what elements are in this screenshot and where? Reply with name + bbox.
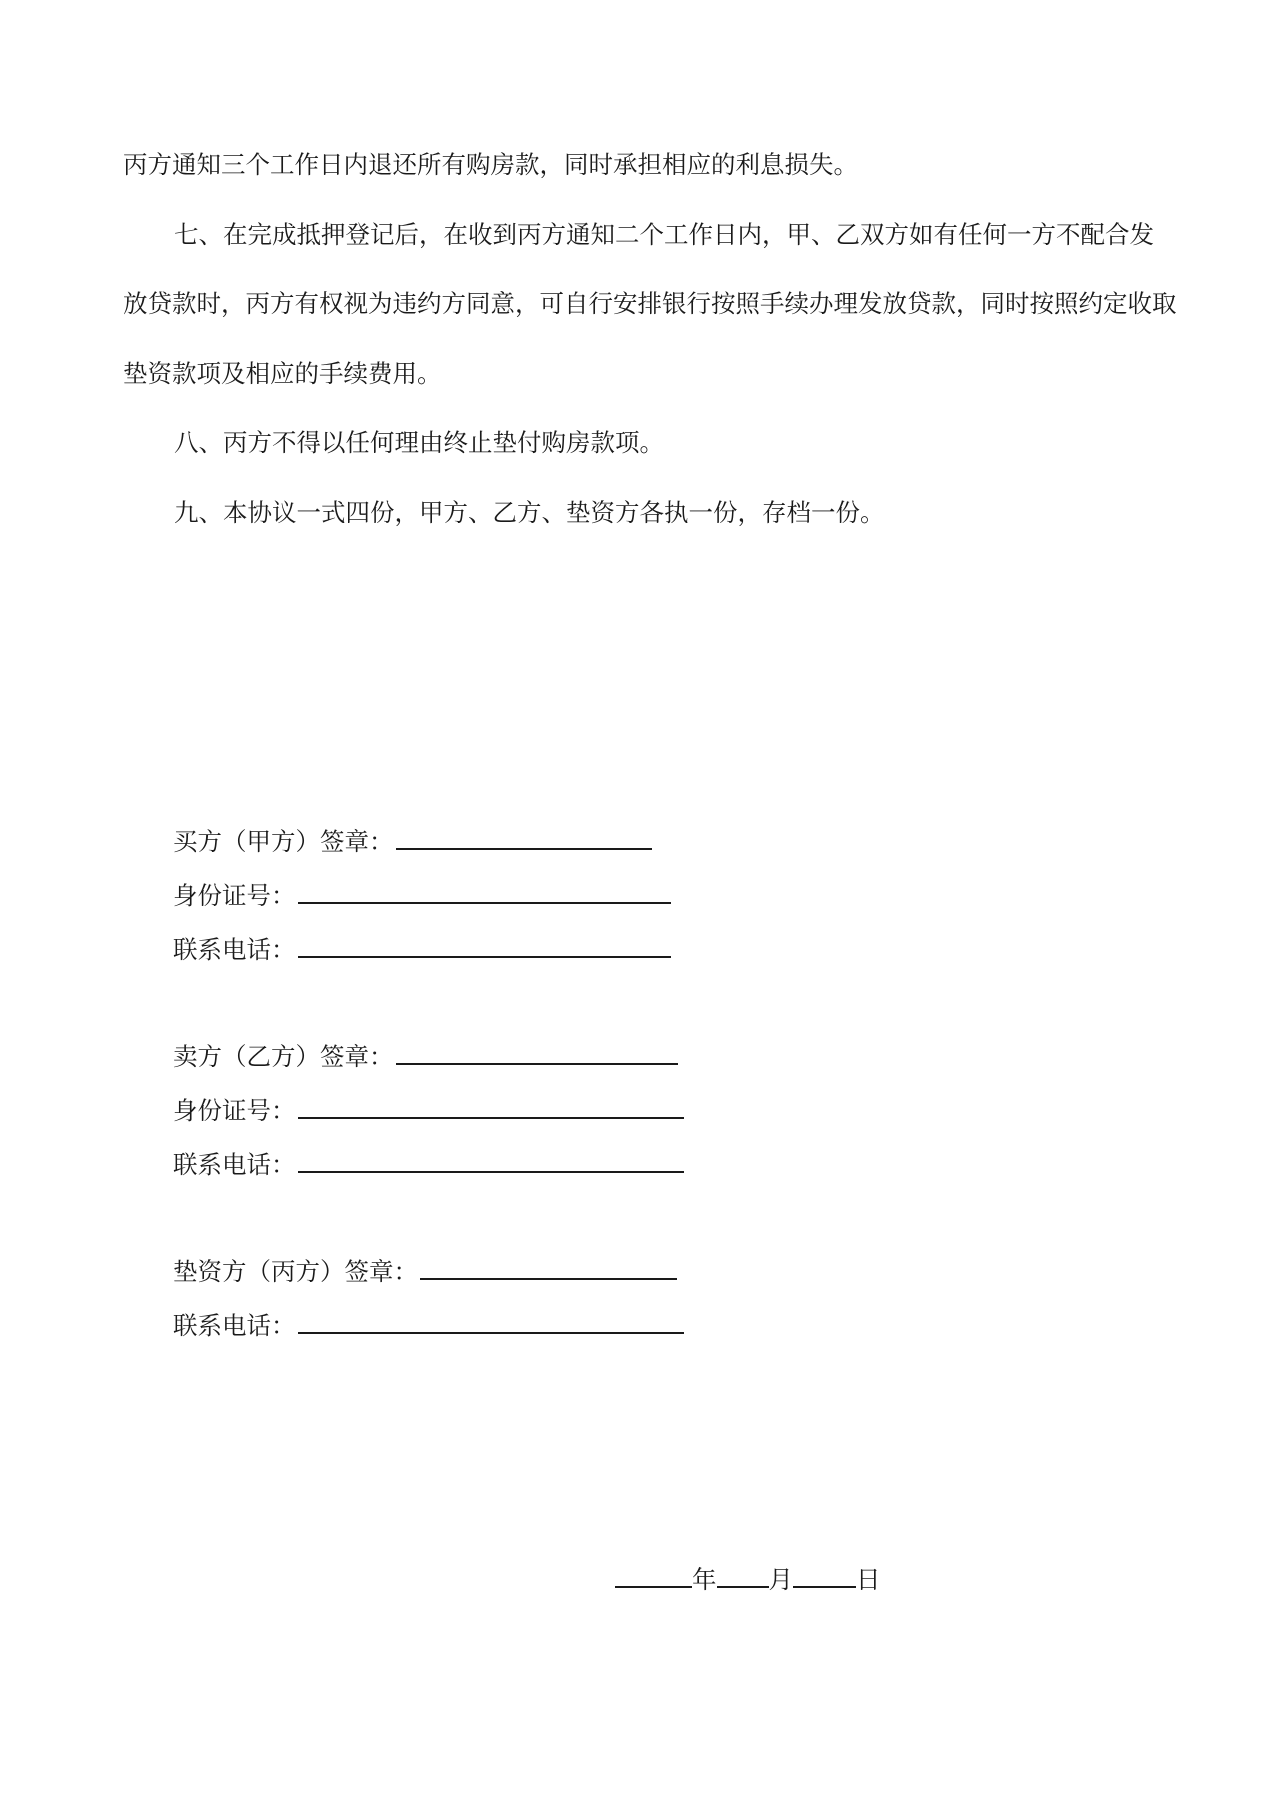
agreement-clauses (123, 130, 1178, 547)
buyer-id-row (173, 869, 733, 923)
buyer-phone-label: 联系电话： (173, 935, 296, 964)
seller-id-field[interactable] (298, 1093, 684, 1119)
seller-id-row (173, 1084, 733, 1138)
buyer-signature-block (173, 815, 733, 977)
buyer-phone-row (173, 923, 733, 977)
seller-signature-row (173, 1030, 733, 1084)
funder-phone-field[interactable] (298, 1308, 684, 1334)
year-label: 年 (692, 1565, 717, 1594)
seller-phone-row (173, 1138, 733, 1192)
seller-id-label: 身份证号： (173, 1096, 296, 1125)
date-line (615, 1560, 881, 1600)
clause-9: 九、本协议一式四份，甲方、乙方、垫资方各执一份，存档一份。 (174, 497, 885, 527)
funder-signature-block (173, 1245, 733, 1353)
seller-signature-block (173, 1030, 733, 1192)
funder-phone-label: 联系电话： (173, 1311, 296, 1340)
buyer-signature-label: 买方（甲方）签章： (173, 827, 394, 856)
funder-signature-label: 垫资方（丙方）签章： (173, 1257, 418, 1286)
clause-8: 八、丙方不得以任何理由终止垫付购房款项。 (174, 428, 664, 457)
month-label: 月 (768, 1565, 793, 1594)
seller-signature-field[interactable] (396, 1039, 678, 1065)
day-blank[interactable] (793, 1562, 856, 1588)
buyer-id-field[interactable] (298, 878, 671, 904)
funder-phone-row (173, 1299, 733, 1353)
clause-continuation: 丙方通知三个工作日内退还所有购房款，同时承担相应的利息损失。 (123, 150, 858, 179)
buyer-id-label: 身份证号： (173, 881, 296, 910)
seller-signature-label: 卖方（乙方）签章： (173, 1042, 394, 1071)
seller-phone-label: 联系电话： (173, 1150, 296, 1179)
buyer-phone-field[interactable] (298, 932, 671, 958)
buyer-signature-row (173, 815, 733, 869)
month-blank[interactable] (717, 1562, 769, 1588)
year-blank[interactable] (615, 1562, 692, 1588)
funder-signature-field[interactable] (420, 1254, 677, 1280)
seller-phone-field[interactable] (298, 1147, 684, 1173)
clause-7: 七、在完成抵押登记后，在收到丙方通知二个工作日内，甲、乙双方如有任何一方不配合发放贷款时，丙方有权视为违约方同意，可自行安排银行按照手续办理发放贷款，同时按照约定收取垫资款项及相应的手续费用。 (123, 219, 1177, 388)
buyer-signature-field[interactable] (396, 824, 652, 850)
funder-signature-row (173, 1245, 733, 1299)
day-label: 日 (856, 1565, 881, 1594)
